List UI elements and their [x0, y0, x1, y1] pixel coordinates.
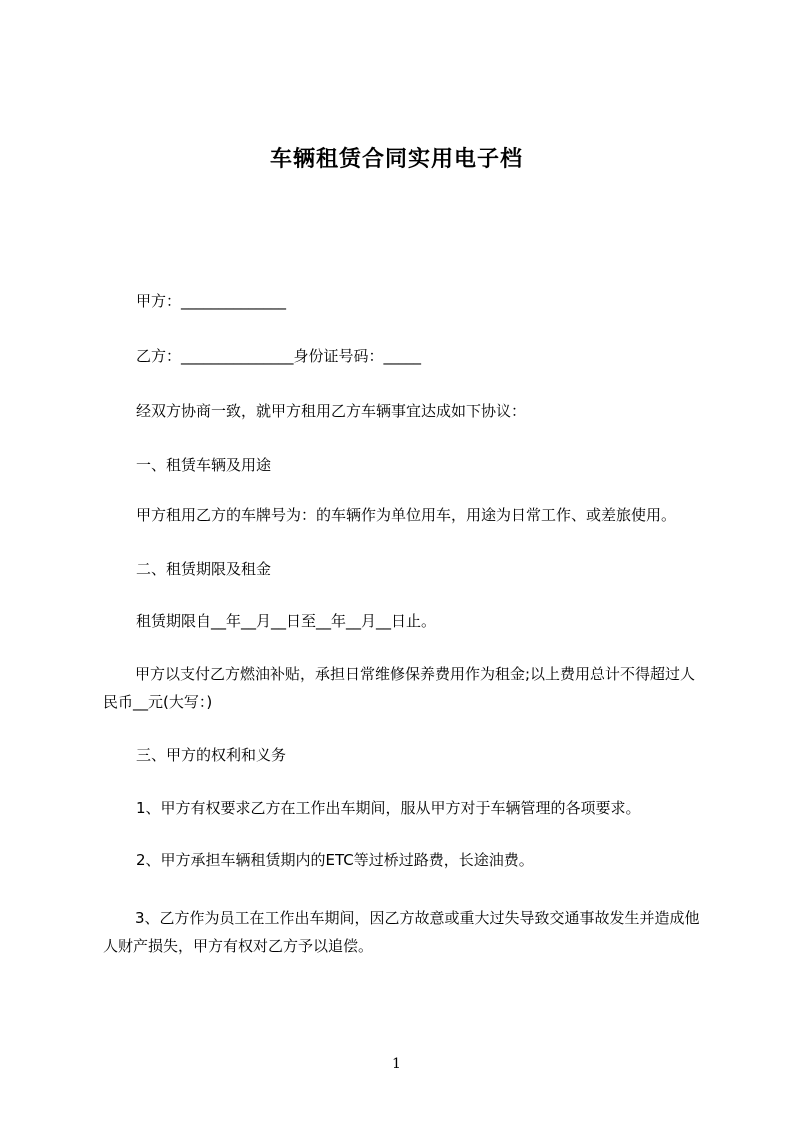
- section-3-heading: 三、甲方的权利和义务: [136, 746, 287, 764]
- section-2-rent: 甲方以支付乙方燃油补贴，承担日常维修保养费用作为租金;以上费用总计不得超过人民币__元(大写：): [103, 665, 696, 711]
- section-2-period: 租赁期限自__年__月__日至__年__月__日止。: [136, 612, 437, 630]
- section-3-item-2: 2、甲方承担车辆租赁期内的ETC等过桥过路费，长途油费。: [136, 851, 534, 869]
- section-3-item-1: 1、甲方有权要求乙方在工作出车期间，服从甲方对于车辆管理的各项要求。: [136, 799, 641, 817]
- intro-text: 经双方协商一致，就甲方租用乙方车辆事宜达成如下协议：: [136, 402, 527, 420]
- document-title: 车辆租赁合同实用电子档: [269, 147, 523, 172]
- page-number: 1: [392, 1056, 401, 1072]
- party-b-line: 乙方：_______________身份证号码：_____: [136, 347, 422, 365]
- section-1-heading: 一、租赁车辆及用途: [136, 456, 272, 474]
- section-1-text: 甲方租用乙方的车牌号为：的车辆作为单位用车，用途为日常工作、或差旅使用。: [136, 506, 677, 524]
- party-a-line: 甲方：______________: [136, 292, 287, 310]
- section-3-item-3: 3、乙方作为员工在工作出车期间，因乙方故意或重大过失导致交通事故发生并造成他人财产损失，甲方有权对乙方予以追偿。: [103, 909, 700, 955]
- section-2-heading: 二、租赁期限及租金: [136, 560, 272, 578]
